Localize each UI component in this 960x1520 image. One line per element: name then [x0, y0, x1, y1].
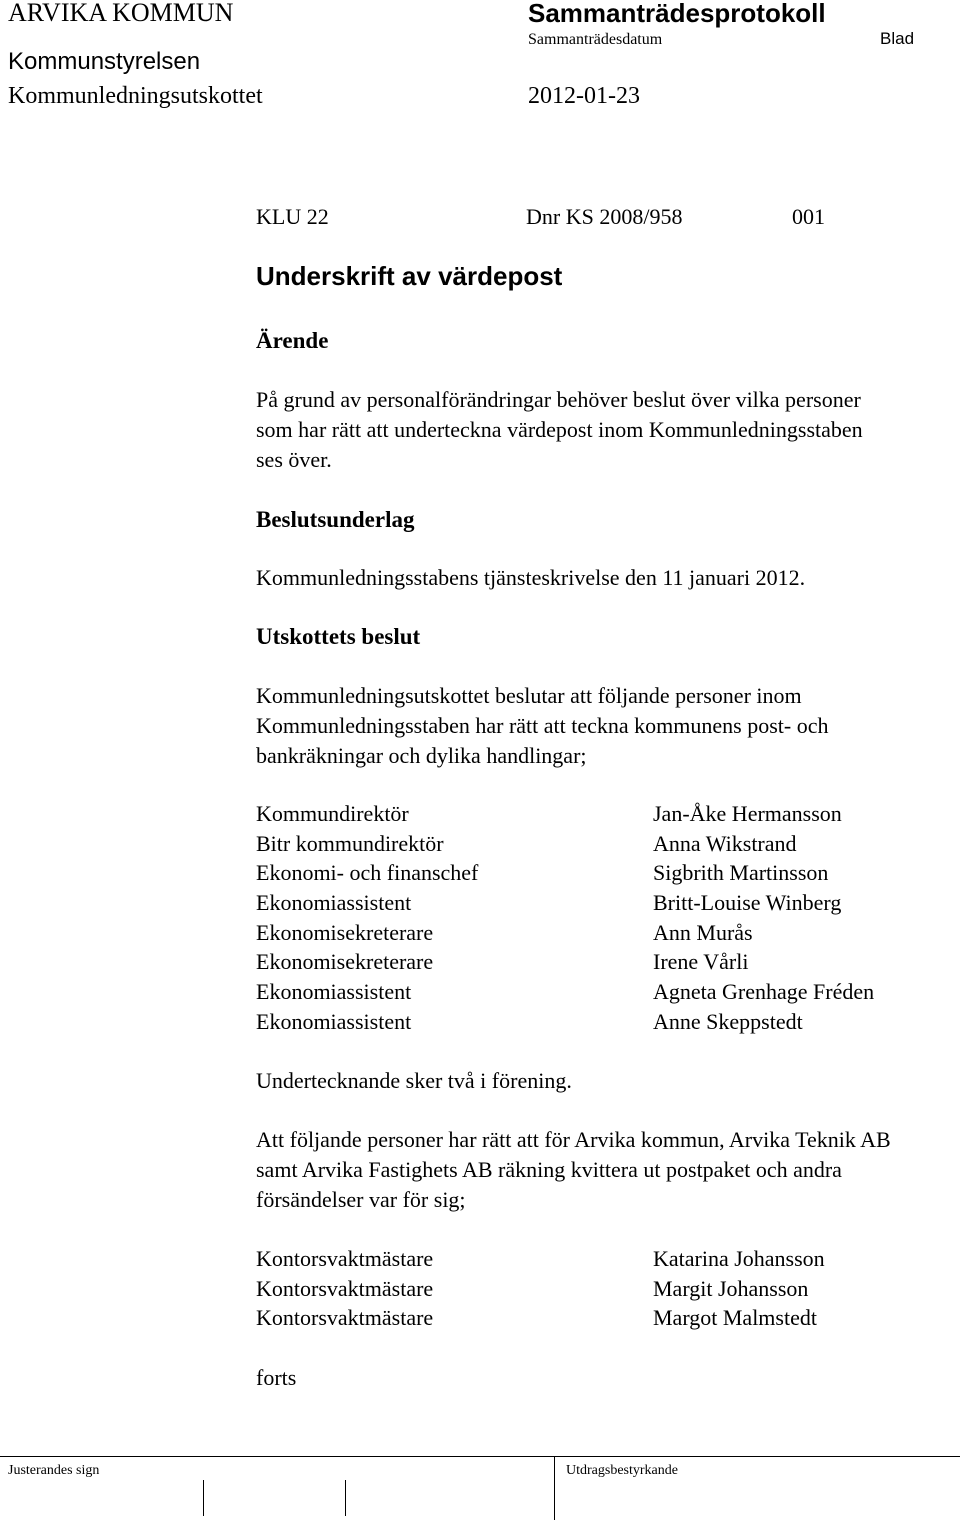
signatory-role: Kommundirektör	[256, 801, 409, 826]
beslut-heading: Utskottets beslut	[256, 624, 421, 649]
beslut-text: Kommunledningsutskottet beslutar att följande personer inom Kommunledningsstaben har rätt att teckna kommunens post- och bankräkningar och dylika handlingar;	[256, 683, 829, 768]
footer-divider	[0, 1456, 960, 1457]
item-title: Underskrift av värdepost	[256, 261, 563, 291]
utdragsbestyrkande-label: Utdragsbestyrkande	[566, 1463, 678, 1478]
signatory-row	[256, 829, 936, 859]
receiver-row	[256, 1244, 936, 1274]
date-label: Sammanträdesdatum	[528, 31, 663, 48]
signatory-list	[256, 799, 936, 1037]
signatory-role: Ekonomiassistent	[256, 1008, 412, 1034]
arende-heading: Ärende	[256, 328, 329, 353]
justerandes-sign-label: Justerandes sign	[8, 1463, 100, 1478]
signatory-name: Irene Vårli	[653, 949, 749, 975]
footer-column-divider	[554, 1456, 555, 1520]
signatory-name: Britt-Louise Winberg	[653, 890, 842, 916]
signatory-role: Bitr kommundirektör	[256, 830, 444, 856]
signatory-name: Ann Murås	[653, 919, 753, 945]
signatory-row	[256, 947, 936, 977]
signatory-name: Sigbrith Martinsson	[653, 860, 829, 886]
signatory-name: Agneta Grenhage Fréden	[653, 979, 875, 1005]
receiver-name: Margot Malmstedt	[653, 1305, 817, 1331]
underlag-heading: Beslutsunderlag	[256, 507, 415, 532]
signatory-name: Anne Skeppstedt	[653, 1008, 803, 1034]
receiver-row	[256, 1303, 936, 1333]
committee-name: Kommunledningsutskottet	[8, 83, 263, 109]
receiver-role: Kontorsvaktmästare	[256, 1305, 434, 1331]
signatory-row	[256, 888, 936, 918]
signature-box-divider	[203, 1480, 204, 1516]
meeting-date: 2012-01-23	[528, 83, 640, 109]
page-label: Blad	[880, 29, 915, 48]
signing-note: Undertecknande sker två i förening.	[256, 1068, 572, 1093]
signatory-role: Ekonomisekreterare	[256, 919, 434, 945]
signature-box-divider	[345, 1480, 346, 1516]
item-number: KLU 22	[256, 204, 329, 229]
item-code: 001	[792, 204, 825, 229]
receiver-name: Margit Johansson	[653, 1275, 809, 1301]
signatory-row	[256, 1007, 936, 1037]
board-name: Kommunstyrelsen	[8, 48, 201, 75]
organization-name: ARVIKA KOMMUN	[8, 0, 234, 27]
receiver-list	[256, 1244, 936, 1333]
continued-label: forts	[256, 1365, 297, 1390]
receiver-role: Kontorsvaktmästare	[256, 1275, 434, 1301]
signatory-row	[256, 918, 936, 948]
signatory-row	[256, 858, 936, 888]
signatory-row	[256, 799, 936, 829]
arende-text: På grund av personalförändringar behöver beslut över vilka personer som har rätt att underteckna värdepost inom Kommunledningsstaben ses över.	[256, 387, 863, 472]
receiver-name: Katarina Johansson	[653, 1246, 825, 1271]
document-type: Sammanträdesprotokoll	[528, 0, 826, 28]
signatory-role: Ekonomiassistent	[256, 979, 412, 1005]
signatory-name: Anna Wikstrand	[653, 830, 797, 856]
signatory-row	[256, 977, 936, 1007]
receipt-text: Att följande personer har rätt att för Arvika kommun, Arvika Teknik AB samt Arvika Fastighets AB räkning kvittera ut postpaket och andra försändelser var för sig;	[256, 1127, 891, 1212]
dnr: Dnr KS 2008/958	[526, 204, 683, 229]
signatory-role: Ekonomisekreterare	[256, 949, 434, 975]
receiver-role: Kontorsvaktmästare	[256, 1246, 434, 1271]
signatory-role: Ekonomi- och finanschef	[256, 860, 479, 886]
receiver-row	[256, 1274, 936, 1304]
signatory-role: Ekonomiassistent	[256, 890, 412, 916]
underlag-text: Kommunledningsstabens tjänsteskrivelse den 11 januari 2012.	[256, 565, 806, 590]
signatory-name: Jan-Åke Hermansson	[653, 801, 842, 826]
